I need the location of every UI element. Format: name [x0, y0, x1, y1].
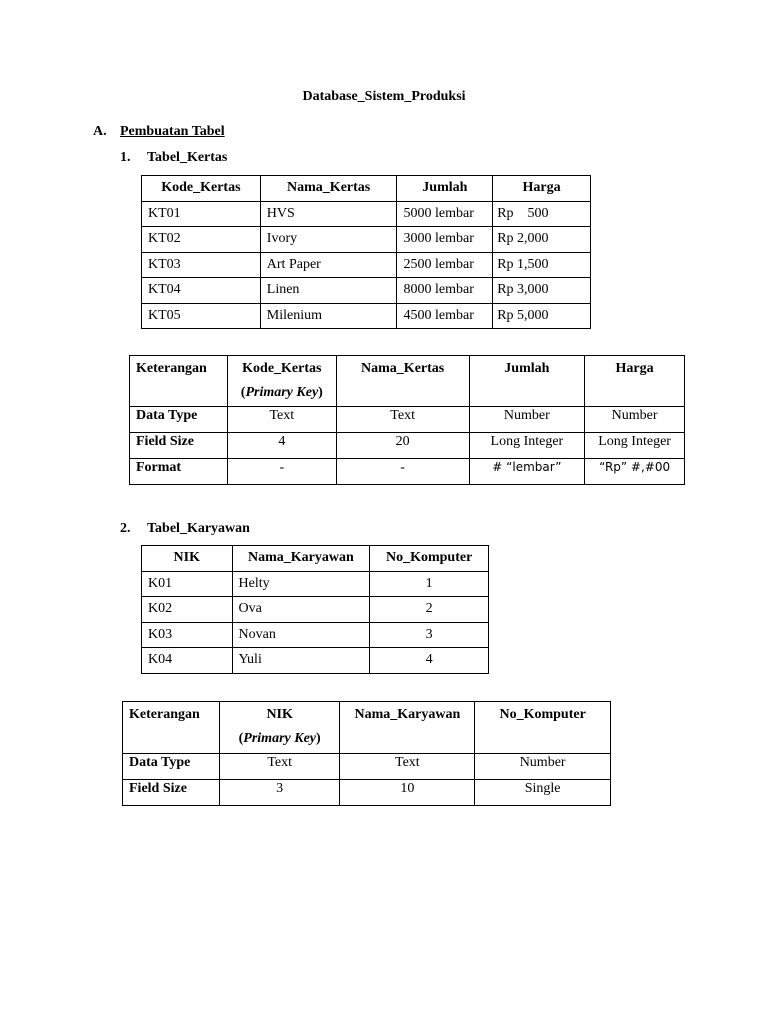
table-cell: Number	[585, 407, 685, 433]
table-row	[130, 407, 685, 433]
table-row	[142, 201, 591, 227]
table-cell: 1	[370, 571, 489, 597]
table-cell: 2	[370, 597, 489, 623]
table-cell: 3000 lembar	[397, 227, 493, 253]
table-cell: Art Paper	[260, 252, 397, 278]
table-row	[130, 433, 685, 459]
table-cell: Ivory	[260, 227, 397, 253]
table-cell: Text	[336, 407, 469, 433]
spec-header-cell-pk	[227, 356, 336, 407]
table-cell: KT03	[142, 252, 261, 278]
spec-row-label: Data Type	[123, 754, 220, 780]
table-cell: -	[227, 459, 336, 485]
kertas-header-row	[142, 176, 591, 202]
pk-label: Primary Key	[243, 731, 317, 746]
karyawan-header-cell: Nama_Karyawan	[232, 546, 370, 572]
table-cell: Rp 1,500	[493, 252, 591, 278]
spec-header-cell: No_Komputer	[475, 702, 611, 754]
table-cell: K04	[142, 648, 233, 674]
kertas-spec-table	[129, 355, 685, 485]
table-cell: Milenium	[260, 303, 397, 329]
table-cell: K01	[142, 571, 233, 597]
karyawan-header-cell: No_Komputer	[370, 546, 489, 572]
spec-header-label: Kode_Kertas	[242, 361, 322, 376]
kertas-table	[141, 175, 591, 329]
table-cell: Long Integer	[585, 433, 685, 459]
table-cell: KT05	[142, 303, 261, 329]
table-row	[123, 780, 611, 806]
table-cell: 8000 lembar	[397, 278, 493, 304]
spec-row-label: Field Size	[123, 780, 220, 806]
table-cell: Single	[475, 780, 611, 806]
karyawan-spec-header-row	[123, 702, 611, 754]
table-row	[142, 278, 591, 304]
table-row	[142, 303, 591, 329]
pk-close: )	[318, 385, 323, 400]
pk-label: Primary Key	[245, 385, 319, 400]
spec-header-cell: Jumlah	[469, 356, 585, 407]
table-row	[142, 571, 489, 597]
table-cell: KT02	[142, 227, 261, 253]
kertas-header-cell: Harga	[493, 176, 591, 202]
table-row	[142, 597, 489, 623]
karyawan-spec-table	[122, 701, 611, 806]
table-cell: 4	[227, 433, 336, 459]
table-cell: Ova	[232, 597, 370, 623]
pk-open: (	[238, 731, 244, 746]
kertas-header-cell: Jumlah	[397, 176, 493, 202]
section-a-label: Pembuatan Tabel	[120, 124, 225, 139]
table-cell: Linen	[260, 278, 397, 304]
table-cell: 5000 lembar	[397, 201, 493, 227]
table-cell: 20	[336, 433, 469, 459]
table-cell: Number	[469, 407, 585, 433]
table-cell: Rp 500	[493, 201, 591, 227]
subsection-2-heading	[120, 521, 250, 537]
table-row	[123, 754, 611, 780]
table-row	[130, 459, 685, 485]
table-cell: Novan	[232, 622, 370, 648]
kertas-header-cell: Kode_Kertas	[142, 176, 261, 202]
spec-header-label: NIK	[266, 707, 293, 722]
karyawan-table	[141, 545, 489, 674]
table-row	[142, 648, 489, 674]
table-cell: Long Integer	[469, 433, 585, 459]
spec-header-cell: Harga	[585, 356, 685, 407]
table-cell: Rp 2,000	[493, 227, 591, 253]
spec-row-label: Field Size	[130, 433, 228, 459]
table-cell: 4	[370, 648, 489, 674]
table-cell: HVS	[260, 201, 397, 227]
table-row	[142, 227, 591, 253]
section-a-heading	[93, 124, 225, 140]
table-cell: KT01	[142, 201, 261, 227]
kertas-spec-header-row	[130, 356, 685, 407]
document-title: Database_Sistem_Produksi	[302, 89, 466, 104]
spec-header-cell-pk	[219, 702, 340, 754]
table-cell: Text	[219, 754, 340, 780]
table-cell: K02	[142, 597, 233, 623]
subsection-1-number: 1.	[120, 150, 131, 165]
karyawan-header-row	[142, 546, 489, 572]
table-row	[142, 252, 591, 278]
spec-row-label: Data Type	[130, 407, 228, 433]
table-row	[142, 622, 489, 648]
table-cell: 4500 lembar	[397, 303, 493, 329]
table-cell: Text	[227, 407, 336, 433]
subsection-2-number: 2.	[120, 521, 131, 536]
table-cell: 3	[219, 780, 340, 806]
table-cell: 10	[340, 780, 475, 806]
table-cell: Rp 5,000	[493, 303, 591, 329]
spec-row-label: Format	[130, 459, 228, 485]
spec-header-cell: Nama_Karyawan	[340, 702, 475, 754]
subsection-1-label: Tabel_Kertas	[147, 150, 228, 165]
primary-key-note	[228, 381, 336, 405]
section-a-number: A.	[93, 124, 107, 139]
spec-header-cell: Keterangan	[123, 702, 220, 754]
table-cell: Text	[340, 754, 475, 780]
primary-key-note	[220, 727, 340, 751]
subsection-1-heading	[120, 150, 227, 166]
kertas-header-cell: Nama_Kertas	[260, 176, 397, 202]
pk-open: (	[240, 385, 246, 400]
table-cell: Yuli	[232, 648, 370, 674]
pk-close: )	[316, 731, 321, 746]
table-cell: 3	[370, 622, 489, 648]
table-cell: “Rp” #,#00	[585, 459, 685, 485]
table-cell: # “lembar”	[469, 459, 585, 485]
table-cell: Helty	[232, 571, 370, 597]
spec-header-cell: Keterangan	[130, 356, 228, 407]
subsection-2-label: Tabel_Karyawan	[147, 521, 250, 536]
table-cell: 2500 lembar	[397, 252, 493, 278]
spec-header-cell: Nama_Kertas	[336, 356, 469, 407]
table-cell: Rp 3,000	[493, 278, 591, 304]
table-cell: K03	[142, 622, 233, 648]
karyawan-header-cell: NIK	[142, 546, 233, 572]
table-cell: KT04	[142, 278, 261, 304]
table-cell: -	[336, 459, 469, 485]
table-cell: Number	[475, 754, 611, 780]
